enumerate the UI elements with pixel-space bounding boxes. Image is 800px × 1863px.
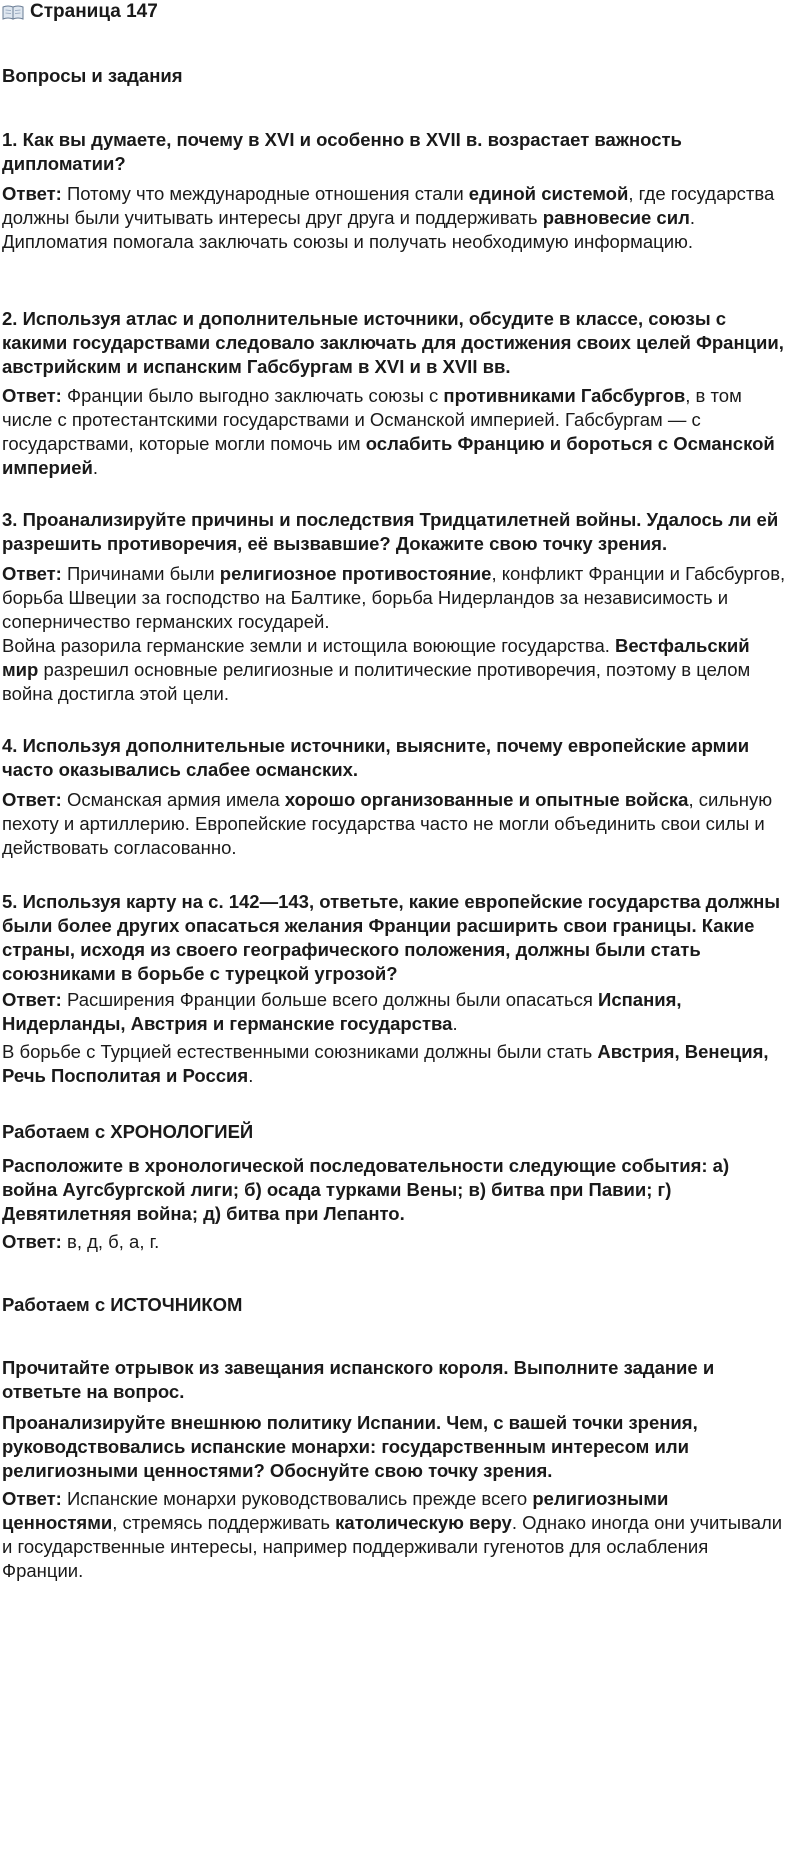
question-5: 5. Используя карту на с. 142—143, ответьте, какие европейские государства должны были более других опасаться желания Франции расширить свои границы. Какие страны, исходя из своего географического положения, должны были стать союзниками в борьбе с турецкой угрозой? — [2, 891, 781, 984]
answer-5: Ответ: Расширения Франции больше всего должны были опасаться Испания, Нидерланды, Австрия и германские государства. — [2, 989, 682, 1034]
source-task-2: Проанализируйте внешнюю политику Испании. Чем, с вашей точки зрения, руководствовались испанские монархи: государственным интересом или религиозными ценностями? Обоснуйте свою точку зрения. — [2, 1412, 698, 1481]
answer-label: Ответ: — [2, 989, 62, 1010]
chronology-answer: Ответ: в, д, б, а, г. — [2, 1231, 160, 1252]
answer-label: Ответ: — [2, 789, 62, 810]
answer-5-paragraph-2: В борьбе с Турцией естественными союзниками должны были стать Австрия, Венеция, Речь Посполитая и Россия. — [2, 1041, 769, 1086]
answer-label: Ответ: — [2, 1488, 62, 1509]
question-3: 3. Проанализируйте причины и последствия Тридцатилетней войны. Удалось ли ей разрешить противоречия, её вызвавшие? Докажите свою точку зрения. — [2, 509, 779, 554]
answer-1: Ответ: Потому что международные отношения стали единой системой, где государства должны были учитывать интересы друг друга и поддерживать равновесие сил. Дипломатия помогала заключать союзы и получать необходимую информацию. — [2, 183, 775, 252]
question-1: 1. Как вы думаете, почему в XVI и особенно в XVII в. возрастает важность дипломатии? — [2, 129, 682, 174]
answer-3: Ответ: Причинами были религиозное противостояние, конфликт Франции и Габсбургов, борьба Швеции за господство на Балтике, борьба Нидерландов за независимость и соперничество германских государей. — [2, 563, 786, 632]
source-task-1: Прочитайте отрывок из завещания испанского короля. Выполните задание и ответьте на вопрос. — [2, 1357, 715, 1402]
source-answer: Ответ: Испанские монархи руководствовались прежде всего религиозными ценностями, стремясь поддерживать католическую веру. Однако иногда они учитывали и государственные интересы, например поддерживали гугенотов для ослабления Франции. — [2, 1488, 783, 1581]
chronology-task: Расположите в хронологической последовательности следующие события: а) война Аугсбургской лиги; б) осада турками Вены; в) битва при Павии; г) Девятилетняя война; д) битва при Лепанто. — [2, 1155, 730, 1224]
answer-label: Ответ: — [2, 563, 62, 584]
answer-label: Ответ: — [2, 183, 62, 204]
answer-2: Ответ: Франции было выгодно заключать союзы с противниками Габсбургов, в том числе с протестантскими государствами и Османской империей. Габсбургам — с государствами, которые могли помочь им ослабить Францию и бороться с Османской империей. — [2, 385, 775, 478]
question-4: 4. Используя дополнительные источники, выясните, почему европейские армии часто оказывались слабее османских. — [2, 735, 750, 780]
answer-3-paragraph-2: Война разорила германские земли и истощила воюющие государства. Вестфальский мир разрешил основные религиозные и политические противоречия, поэтому в целом война достигла этой цели. — [2, 635, 751, 704]
open-book-icon — [2, 4, 24, 20]
chronology-heading: Работаем с ХРОНОЛОГИЕЙ — [2, 1121, 254, 1142]
page-title-row — [2, 0, 158, 24]
answer-label: Ответ: — [2, 1231, 62, 1252]
source-heading: Работаем с ИСТОЧНИКОМ — [2, 1294, 243, 1315]
questions-heading: Вопросы и задания — [2, 65, 183, 86]
answer-4: Ответ: Османская армия имела хорошо организованные и опытные войска, сильную пехоту и артиллерию. Европейские государства часто не могли объединить свои силы и действовать согласованно. — [2, 789, 773, 858]
answer-label: Ответ: — [2, 385, 62, 406]
question-2: 2. Используя атлас и дополнительные источники, обсудите в классе, союзы с какими государствами следовало заключать для достижения своих целей Франции, австрийским и испанским Габсбургам в XVI и в XVII вв. — [2, 308, 784, 377]
page-title: Страница 147 — [30, 1, 158, 22]
